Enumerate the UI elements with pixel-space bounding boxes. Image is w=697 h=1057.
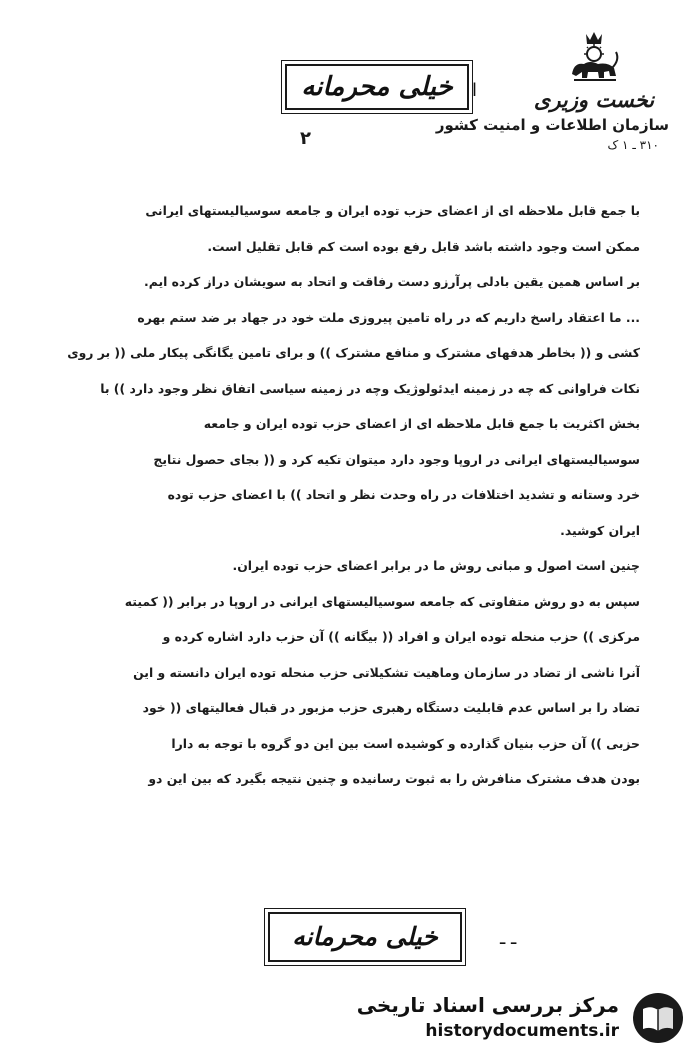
body-line: چنین است اصول و مبانی روش ما در برابر اعضای حزب توده ایران. (232, 558, 640, 573)
letterhead (435, 30, 669, 153)
body-text (40, 200, 640, 804)
stamp-mark: ـ ـ (500, 928, 517, 949)
body-line: ممکن است وجود داشته باشد قابل رفع بوده است کم قابل تقلیل است. (207, 238, 640, 254)
page-number: ۲ (300, 128, 311, 149)
open-book-icon (631, 991, 685, 1045)
watermark-title: مرکز بررسی اسناد تاریخی (356, 993, 619, 1017)
body-line: با جمع قابل ملاحظه ای از اعضای حزب توده ایران و جامعه سوسیالیستهای ایرانی (145, 203, 640, 218)
body-line: بخش اکثریت با جمع قابل ملاحظه ای از اعضای حزب توده ایران و جامعه (203, 416, 640, 431)
archive-watermark (356, 991, 685, 1047)
stamp-mark: ا (472, 80, 478, 101)
body-line: بر اساس همین یقین بادلی پرآرزو دست رفاقت و اتحاد به سویشان دراز کرده ایم. (144, 274, 640, 289)
body-line: ایران کوشید. (560, 522, 640, 538)
body-line: تضاد را بر اساس عدم قابلیت دستگاه رهبری حزب مزبور در قبال فعالیتهای (( خود (142, 700, 640, 715)
body-line: سپس به دو روش متفاوتی که جامعه سوسیالیستهای ایرانی در اروپا در برابر (( کمیته (124, 593, 640, 609)
classification-stamp-bottom: خیلی محرمانه (268, 912, 462, 962)
body-line: ... ما اعتقاد راسخ داریم که در راه تامین پیروزی ملت خود در جهاد بر ضد ستم بهره (137, 309, 640, 325)
body-line: سوسیالیستهای ایرانی در اروپا وجود دارد میتوان تکیه کرد و (( بجای حصول نتایج (153, 451, 640, 467)
body-line: بودن هدف مشترک منافرش را به ثبوت رسانیده و چنین نتیجه بگیرد که بین این دو (148, 771, 640, 786)
body-line: آنرا ناشی از تضاد در سازمان وماهیت تشکیلاتی حزب منحله توده ایران دانسته و این (133, 664, 640, 680)
letterhead-reference: ۳۱۰ ـ ۱ ک (607, 138, 659, 152)
body-line: خرد وستانه و تشدید اختلافات در راه وحدت نظر و اتحاد )) با اعضای حزب توده (167, 487, 640, 502)
watermark-url: historydocuments.ir (425, 1021, 619, 1041)
body-line: کشی و (( بخاطر هدفهای مشترک و منافع مشترک )) و برای تامین یگانگی پیکار ملی (( بر روی (67, 345, 640, 360)
letterhead-organization: سازمان اطلاعات و امنیت کشور (435, 116, 669, 134)
letterhead-title: نخست وزیری (533, 87, 655, 112)
classification-stamp-top: خیلی محرمانه (285, 64, 469, 110)
body-line: حزبی )) آن حزب بنیان گذارده و کوشیده است بین این دو گروه با توجه به دارا (171, 735, 640, 751)
body-line: مرکزی )) حزب منحله توده ایران و افراد (( بیگانه )) آن حزب دارد اشاره کرده و (162, 629, 640, 644)
body-line: نکات فراوانی که چه در زمینه ایدئولوژیک وچه در زمینه سیاسی اتفاق نظر وجود دارد )) با (100, 380, 640, 396)
lion-and-sun-emblem-icon (564, 30, 624, 85)
